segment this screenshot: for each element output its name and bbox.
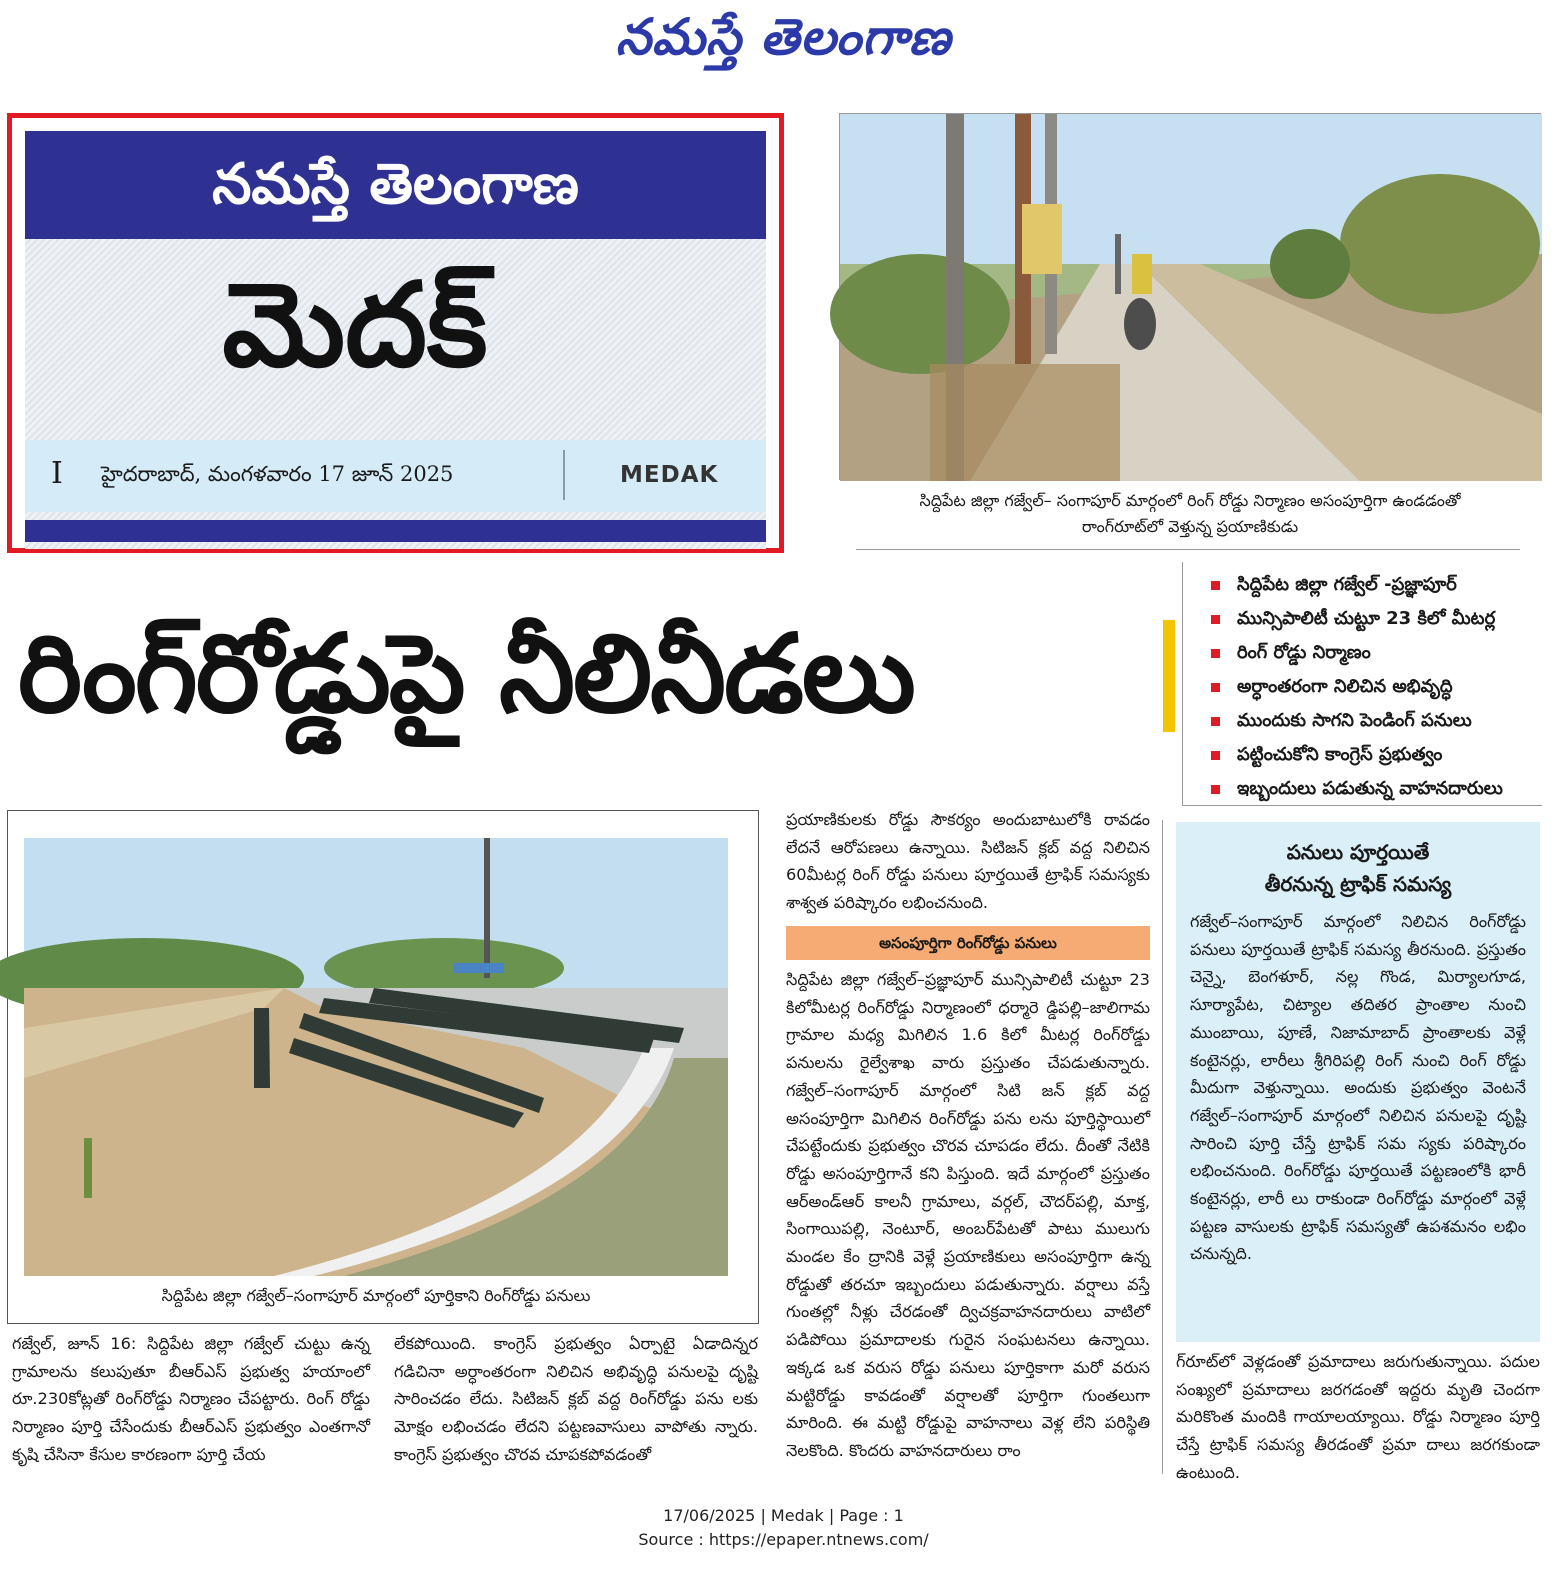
edition-name-english: MEDAK — [620, 462, 719, 488]
traffic-sidebox — [1176, 822, 1540, 1342]
sidebox-heading — [1176, 822, 1540, 900]
edition-base-band — [25, 520, 766, 542]
article-column-1: గజ్వేల్, జూన్ 16: సిద్దిపేట జిల్లా గజ్వేల్ చుట్టు ఉన్న గ్రామాలను కలుపుతూ బీఆర్ఎస్ ప్రభుత్వ హయాంలో రూ.230కోట్లతో రింగ్‌రోడ్డు నిర్మాణం చేపట్టారు. రింగ్ రోడ్డు నిర్మాణం పూర్తి చేసేందుకు బీఆర్ఎస్ ప్రభుత్వం ఎంతగానో కృషి చేసినా కేసుల కారణంగా పూర్తి చేయ — [12, 1334, 370, 1464]
masthead-title: నమస్తే తెలంగాణ — [615, 8, 952, 66]
highlights-box — [1182, 562, 1542, 806]
headline-accent-bar — [1163, 620, 1175, 732]
edition-paper-name: నమస్తే తెలంగాణ — [25, 131, 766, 239]
edition-divider — [563, 450, 565, 500]
headline: రింగ్‌రోడ్డుపై నీలినీడలు — [18, 612, 914, 737]
sidebox-heading-line2: తీరనున్న ట్రాఫిక్ సమస్య — [1264, 872, 1452, 896]
article-column-3-top: ప్రయాణికులకు రోడ్డు సౌకర్యం అందుబాటులోకి రావడం లేదనే ఆరోపణలు ఉన్నాయి. సిటిజన్ క్లబ్ వద్ద నిలిచిన 60మీటర్ల రింగ్ రోడ్డు పనులు పూర్తయితే ట్రాఫిక్ సమస్యకు శాశ్వత పరిష్కారం లభించనుంది. — [786, 810, 1150, 913]
edition-dateline: హైదరాబాద్, మంగళవారం 17 జూన్ 2025 — [101, 462, 454, 486]
edition-volume-numeral: I — [51, 456, 63, 491]
sidebox-heading-line1: పనులు పూర్తయితే — [1286, 840, 1430, 864]
article-subheading: అసంపూర్తిగా రింగ్‌రోడ్డు పనులు — [786, 926, 1150, 960]
highlight-item: సిద్దిపేట జిల్లా గజ్వేల్ -ప్రజ్ఞాపూర్ — [1207, 568, 1542, 602]
caption-divider — [856, 549, 1520, 550]
highlight-item: ఇబ్బందులు పడుతున్న వాహనదారులు — [1207, 772, 1542, 806]
edition-name-telugu: మెదక్ — [222, 258, 488, 393]
article-column-4-tail: గ్‌రూట్‌లో వెళ్లడంతో ప్రమాదాలు జరుగుతున్నాయి. పదుల సంఖ్యలో ప్రమాదాలు జరగడంతో ఇద్దరు మృతి చెందగా మరికొంత మందికి గాయాలయ్యాయి. రోడ్డు నిర్మాణం పూర్తి చేస్తే ట్రాఫిక్ సమస్య తీరడంతో ప్రమా దాలు జరగకుండా ఉంటుంది. — [1176, 1352, 1540, 1482]
top-photo-caption — [845, 488, 1535, 540]
top-photo-caption-line1: సిద్దిపేట జిల్లా గజ్వేల్– సంగాపూర్ మార్గంలో రింగ్ రోడ్డు నిర్మాణం అసంపూర్తిగా ఉండడంతో — [919, 491, 1461, 510]
bottom-photo-caption: సిద్దిపేట జిల్లా గజ్వేల్–సంగాపూర్ మార్గంలో పూర్తికాని రింగ్‌రోడ్డు పనులు — [161, 1286, 591, 1305]
highlight-item: ముందుకు సాగని పెండింగ్ పనులు — [1207, 704, 1542, 738]
page-footer — [0, 1504, 1567, 1552]
footer-source: Source : https://epaper.ntnews.com/ — [638, 1530, 929, 1549]
article-column-2: లేకపోయింది. కాంగ్రెస్ ప్రభుత్వం ఏర్పాటై ఏడాదిన్నర గడిచినా అర్ధాంతరంగా నిలిచిన అభివృద్ధి పనులపై దృష్టి సారించడం లేదు. సిటిజన్ క్లబ్ వద్ద రింగ్‌రోడ్డు పను లకు మోక్షం లభించడం లేదని పట్టణవాసులు వాపోతు న్నారు. కాంగ్రెస్ ప్రభుత్వం చొరవ చూపకపోవడంతో — [394, 1334, 758, 1464]
edition-date-band — [25, 440, 766, 512]
edition-box — [7, 113, 784, 553]
top-road-photo — [839, 113, 1541, 480]
highlight-item: రింగ్ రోడ్డు నిర్మాణం — [1207, 636, 1542, 670]
sidebox-body: గజ్వేల్–సంగాపూర్ మార్గంలో నిలిచిన రింగ్‌రోడ్డు పనులు పూర్తయితే ట్రాఫిక్ సమస్య తీరనుంది. ప్రస్తుతం చెన్నై, బెంగళూర్, నల్ల గొండ, మిర్యాలగూడ, సూర్యాపేట, చిట్యాల తదితర ప్రాంతాల నుంచి ముంబాయి, పూణే, నిజామాబాద్ ప్రాంతాలకు వెళ్లే కంటైనర్లు, లారీలు శ్రీగిరిపల్లి రింగ్ నుంచి రింగ్ రోడ్డు మీదుగా వెళ్తున్నాయి. అందుకు ప్రభుత్వం వెంటనే గజ్వేల్–సంగాపూర్ మార్గంలో నిలిచిన పనులపై దృష్టి సారించి పూర్తి చేస్తే ట్రాఫిక్ సమ స్యకు పరిష్కారం లభించనుంది. రింగ్‌రోడ్డు పూర్తయితే పట్టణంలోకి భారీ కంటైనర్లు, లారీ లు రాకుండా రింగ్‌రోడ్డు మార్గంలో వెళ్లే పట్టణ వాసులకు ట్రాఫిక్ సమస్యతో ఉపశమనం లభిం చనున్నది. — [1190, 912, 1526, 1264]
highlight-item: పట్టించుకోని కాంగ్రెస్ ప్రభుత్వం — [1207, 738, 1542, 772]
highlight-item: అర్ధాంతరంగా నిలిచిన అభివృద్ధి — [1207, 670, 1542, 704]
top-photo-caption-line2: రాంగ్‌రూట్‌లో వెళ్తున్న ప్రయాణికుడు — [1081, 517, 1299, 536]
footer-date-page: 17/06/2025 | Medak | Page : 1 — [663, 1506, 904, 1525]
article-column-3-body: సిద్దిపేట జిల్లా గజ్వేల్–ప్రజ్ఞాపూర్ మున్సిపాలిటీ చుట్టూ 23 కిలోమీటర్ల రింగ్‌రోడ్డు నిర్మాణంలో ధర్మారె డ్డిపల్లి–జాలిగామ గ్రామాల మధ్య మిగిలిన 1.6 కిలో మీటర్ల రింగ్‌రోడ్డు పనులను రైల్వేశాఖ వారు ప్రస్తుతం చేపడుతున్నారు. గజ్వేల్–సంగాపూర్ మార్గంలో సిటి జన్ క్లబ్ వద్ద అసంపూర్తిగా మిగిలిన రింగ్‌రోడ్డు పను లను పూర్తిస్థాయిలో చేపట్టేందుకు ప్రభుత్వం చొరవ చూపడం లేదు. దీంతో నేటికి రోడ్డు అసంపూర్తిగానే కని పిస్తుంది. ఇదే మార్గంలో ప్రస్తుతం ఆర్అండ్ఆర్ కాలనీ గ్రామాలు, వర్గల్, చౌదర్‌పల్లి, మాక్త, సింగాయిపల్లి, నెంటూర్, అంబర్‌పేటతో పాటు ములుగు మండల కేం ద్రానికి వెళ్లే ప్రయాణికులు అసంపూర్తిగా ఉన్న రోడ్డుతో తరచూ ఇబ్బందులు పడుతున్నారు. వర్షాలు వస్తే గుంతల్లో నీళ్లు చేరడంతో ద్విచక్రవాహనదారులు వాటిలో పడిపోయి ప్రమాదాలకు గురైన సంఘటనలు ఉన్నాయి. ఇక్కడ ఒక వరుస రోడ్డు పనులు పూర్తికాగా మరో వరుస మట్టిరోడ్డు కావడంతో వర్షాలతో పూర్తిగా గుంతలుగా మారింది. ఈ మట్టి రోడ్డుపై వాహనాలు వెళ్ల లేని పరిస్థితి నెలకొంది. కొందరు వాహనదారులు రాం — [786, 970, 1150, 1460]
bottom-pipes-photo — [24, 838, 728, 1276]
bottom-pipes-photo-image — [24, 838, 728, 1276]
column-divider — [1162, 820, 1163, 1474]
highlight-item: మున్సిపాలిటీ చుట్టూ 23 కిలో మీటర్ల — [1207, 602, 1542, 636]
top-road-photo-image — [840, 114, 1542, 481]
